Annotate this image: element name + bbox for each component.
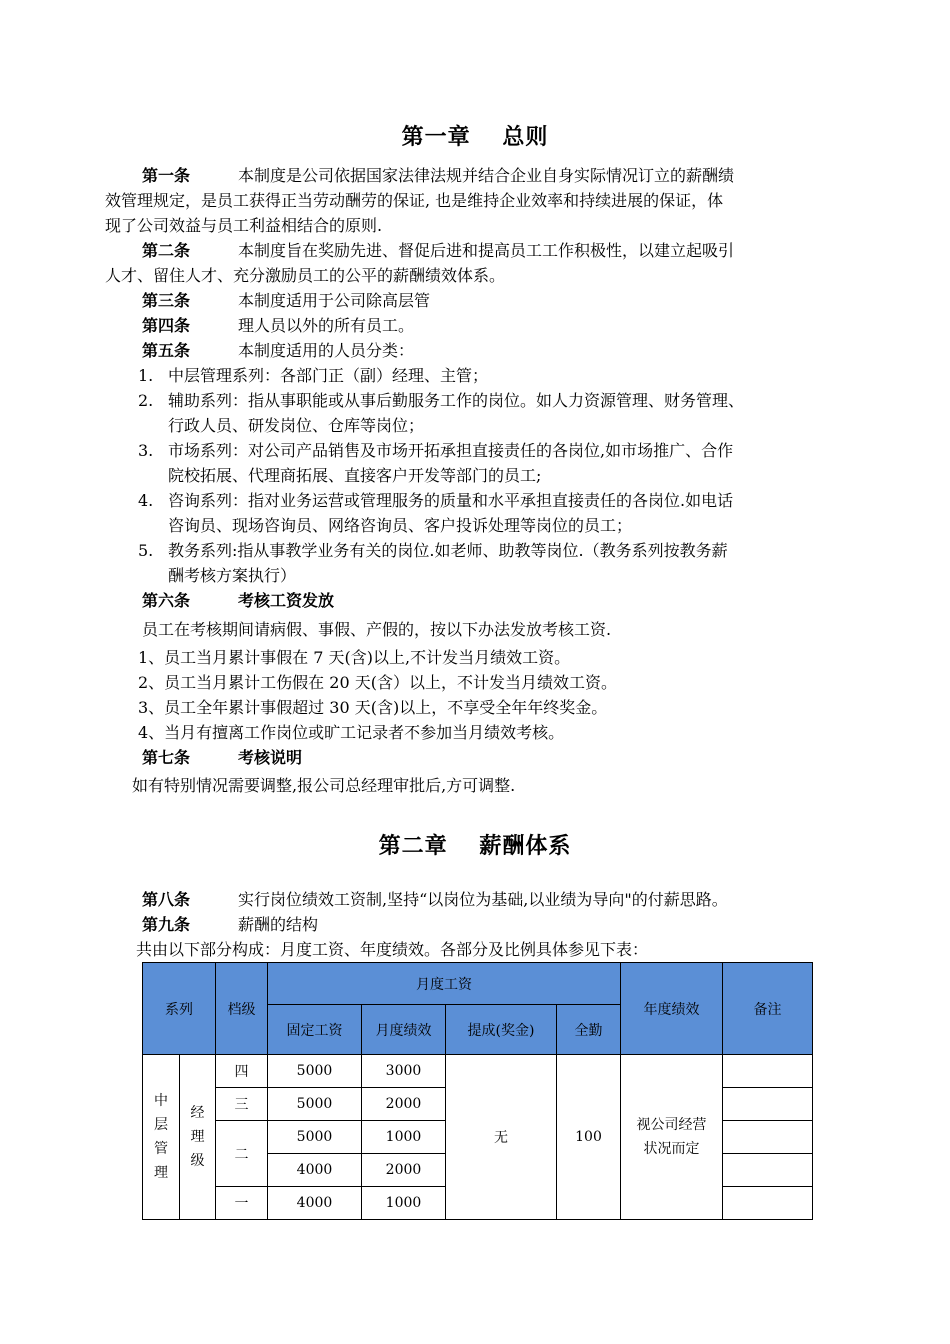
article-5-label: 第五条: [142, 341, 191, 360]
header-series: 系列: [143, 963, 216, 1055]
salary-table: [142, 962, 813, 1220]
category-5: 5. 教务系列:指从事教学业务有关的岗位.如老师、助教等岗位.（教务系列按教务薪: [138, 541, 728, 560]
monthly-performance-cell: 1000: [362, 1187, 446, 1220]
article-1-line-1: 第一条 本制度是公司依据国家法律法规并结合企业自身实际情况订立的薪酬绩: [142, 163, 734, 188]
grade-cell: 一: [216, 1187, 268, 1220]
category-3: 3. 市场系列：对公司产品销售及市场开拓承担直接责任的各岗位,如市场推广、合作: [138, 441, 734, 460]
table-intro: 共由以下部分构成：月度工资、年度绩效。各部分及比例具体参见下表：: [136, 940, 649, 959]
header-attendance: 全勤: [557, 1005, 621, 1055]
article-9: 第九条 薪酬的结构: [142, 912, 318, 937]
monthly-performance-cell: 2000: [362, 1154, 446, 1187]
article-5: 第五条 本制度适用的人员分类：: [142, 338, 414, 363]
article-1-line-2: 效管理规定，是员工获得正当劳动酬劳的保证, 也是维持企业效率和持续进展的保证，体: [105, 191, 724, 210]
category-4: 4. 咨询系列：指对业务运营或管理服务的质量和水平承担直接责任的各岗位.如电话: [138, 491, 734, 510]
category-1: 1. 中层管理系列：各部门正（副）经理、主管；: [138, 366, 489, 385]
grade-cell: 二: [216, 1121, 268, 1187]
header-remark: 备注: [723, 963, 813, 1055]
article-7: 第七条 考核说明: [142, 745, 302, 770]
article-3: 第三条 本制度适用于公司除高层管: [142, 288, 430, 313]
article-1-label: 第一条: [142, 166, 191, 185]
article-6-rule-4: 4、当月有擅离工作岗位或旷工记录者不参加当月绩效考核。: [138, 723, 565, 742]
header-fixed-salary: 固定工资: [268, 1005, 362, 1055]
header-grade: 档级: [216, 963, 268, 1055]
remark-cell: [723, 1121, 813, 1154]
fixed-salary-cell: 5000: [268, 1088, 362, 1121]
category-5-line-2: 酬考核方案执行）: [168, 566, 297, 585]
article-4-label: 第四条: [142, 316, 191, 335]
header-monthly-performance: 月度绩效: [362, 1005, 446, 1055]
remark-cell: [723, 1154, 813, 1187]
article-4: 第四条 理人员以外的所有员工。: [142, 313, 414, 338]
chapter-2-title: 第二章 薪酬体系: [378, 834, 572, 859]
category-3-line-2: 院校拓展、代理商拓展、直接客户开发等部门的员工;: [168, 466, 542, 485]
monthly-performance-cell: 2000: [362, 1088, 446, 1121]
article-7-label: 第七条: [142, 748, 191, 767]
header-monthly-salary: 月度工资: [268, 963, 621, 1005]
attendance-cell: 100: [557, 1055, 621, 1220]
table-row: [143, 1055, 813, 1088]
grade-cell: 三: [216, 1088, 268, 1121]
category-2: 2. 辅助系列：指从事职能或从事后勤服务工作的岗位。如人力资源管理、财务管理、: [138, 391, 745, 410]
header-commission: 提成(奖金): [446, 1005, 557, 1055]
fixed-salary-cell: 5000: [268, 1055, 362, 1088]
remark-cell: [723, 1055, 813, 1088]
article-6-rule-2: 2、员工当月累计工伤假在 20 天(含）以上，不计发当月绩效工资。: [138, 673, 617, 692]
category-2-line-2: 行政人员、研发岗位、仓库等岗位；: [168, 416, 425, 435]
series-name-cell: 中 层 管 理: [143, 1055, 180, 1220]
monthly-performance-cell: 1000: [362, 1121, 446, 1154]
category-4-line-2: 咨询员、现场咨询员、网络咨询员、客户投诉处理等岗位的员工；: [168, 516, 633, 535]
annual-performance-cell: 视公司经营 状况而定: [621, 1055, 723, 1220]
article-6: 第六条 考核工资发放: [142, 588, 334, 613]
chapter-1-title: 第一章 总则: [401, 125, 549, 150]
article-1-line-3: 现了公司效益与员工利益相结合的原则.: [105, 216, 383, 235]
article-8: 第八条 实行岗位绩效工资制,坚持“以岗位为基础,以业绩为导向"的付薪思路。: [142, 887, 728, 912]
header-annual-performance: 年度绩效: [621, 963, 723, 1055]
monthly-performance-cell: 3000: [362, 1055, 446, 1088]
article-9-label: 第九条: [142, 915, 191, 934]
article-6-rule-1: 1、员工当月累计事假在 7 天(含)以上,不计发当月绩效工资。: [138, 648, 571, 667]
remark-cell: [723, 1088, 813, 1121]
article-6-rule-3: 3、员工全年累计事假超过 30 天(含)以上，不享受全年年终奖金。: [138, 698, 608, 717]
grade-cell: 四: [216, 1055, 268, 1088]
article-6-intro: 员工在考核期间请病假、事假、产假的，按以下办法发放考核工资.: [142, 620, 612, 639]
level-name-cell: 经 理 级: [180, 1055, 216, 1220]
article-8-label: 第八条: [142, 890, 191, 909]
fixed-salary-cell: 5000: [268, 1121, 362, 1154]
article-3-label: 第三条: [142, 291, 191, 310]
article-2-label: 第二条: [142, 241, 191, 260]
article-2-line-1: 第二条 本制度旨在奖励先进、督促后进和提高员工工作积极性，以建立起吸引: [142, 238, 734, 263]
remark-cell: [723, 1187, 813, 1220]
article-6-label: 第六条: [142, 591, 191, 610]
fixed-salary-cell: 4000: [268, 1154, 362, 1187]
commission-cell: 无: [446, 1055, 557, 1220]
article-2-line-2: 人才、留住人才、充分激励员工的公平的薪酬绩效体系。: [105, 266, 506, 285]
article-7-text: 如有特别情况需要调整,报公司总经理审批后,方可调整.: [132, 776, 516, 795]
fixed-salary-cell: 4000: [268, 1187, 362, 1220]
